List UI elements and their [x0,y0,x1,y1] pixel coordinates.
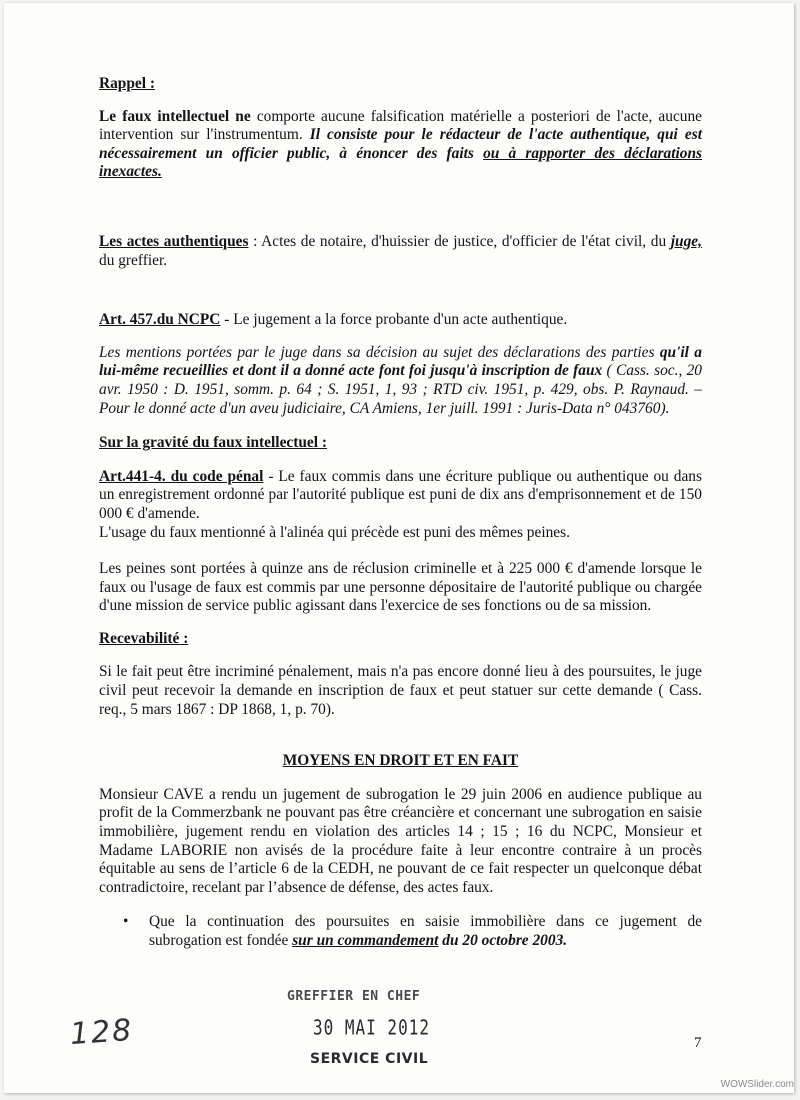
document-page [4,3,794,1093]
art457-italic-2: ( Cass. soc., 20 avr. 1950 : D. 1951, somm. p. 64 ; S. 1951, 1, 93 ; RTD civ. 1951, p. 429, obs. P. Raynaud. – Pour le donné acte d'un aveu judiciaire, CA Amiens, 1er juill. 1991 : Juris-Data n° 043760). [99,362,702,417]
handwritten-number: 128 [68,1012,135,1053]
list-item [99,913,702,950]
recevabilite-paragraph: Si le fait peut être incriminé pénalement, mais n'a pas encore donné lieu à des poursuites, le juge civil peut recevoir la demande en inscription de faux et peut statuer sur cette demande ( Cass. req., 5 mars 1867 : DP 1868, 1, p. 70). [99,663,702,718]
rappel-emphasis: Il consiste pour le rédacteur de l'acte authentique, qui est nécessairement un officier public, à énoncer des faits [99,126,702,162]
usage-paragraph: L'usage du faux mentionné à l'alinéa qui précède est puni des mêmes peines. [99,523,570,541]
moyens-title: MOYENS EN DROIT ET EN FAIT [282,752,519,770]
actes-text: : Actes de notaire, d'huissier de justice, d'officier de l'état civil, du [248,232,671,250]
stamp-date: 30 MAI 2012 [313,1015,430,1040]
stamp-greffier: GREFFIER EN CHEF [287,989,421,1004]
art441-paragraph [99,468,702,524]
actes-text-end: du greffier. [99,251,168,269]
art441-text: - Le faux commis dans une écriture publique ou authentique ou dans un enregistrement ordonné par l'autorité publique est puni de dix ans d'emprisonnement et de 150 000 € d'amende. [99,467,702,522]
page-number: 7 [694,1035,702,1051]
art457-italic-1: Les mentions portées par le juge dans sa décision au sujet des déclarations des parties [99,343,660,361]
bullet-text: Que la continuation des poursuites en saisie immobilière dans ce jugement de subrogation est fondée [149,913,702,949]
document-body [99,75,702,951]
rappel-bold-lead: Le faux intellectuel ne [99,107,251,125]
art457-text: - Le jugement a la force probante d'un acte authentique. [220,311,568,329]
rappel-paragraph [99,108,702,182]
gravite-heading: Sur la gravité du faux intellectuel : [99,434,327,452]
peines-paragraph: Les peines sont portées à quinze ans de réclusion criminelle et à 225 000 € d'amende lorsque le faux ou l'usage de faux est commis par une personne dépositaire de l'autorité publique ou chargée d'une mission de service public agissant dans l'exercice de ses fonctions ou de sa mission. [99,560,702,615]
actes-heading: Les actes authentiques [99,232,249,250]
art457-jurisprudence [99,344,702,418]
actes-juge: juge, [670,232,702,250]
art457-bold-italic: qu'il a lui-même recueillies et dont il a donné acte font foi jusqu'à inscription de faux [99,343,702,380]
bullet-underlined: sur un commandement [292,932,439,949]
moyens-paragraph: Monsieur CAVE a rendu un jugement de subrogation le 29 juin 2006 en audience publique au profit de la Commerzbank ne pouvant pas être créancière et concernant une subrogation en saisie immobilière, jugement rendu en violation des articles 14 ; 15 ; 16 du NCPC, Monsieur et Madame LABORIE non avisés de la procédure faite à leur encontre contraire à un procès équitable au sens de l’article 6 de la CEDH, ne pouvant de ce fait respecter un quelconque débat contradictoire, recelant par l’absence de défense, des actes faux. [99,785,702,896]
art441-heading: Art.441-4. du code pénal [99,467,264,485]
stamp-service: SERVICE CIVIL [310,1051,429,1067]
art457-paragraph [99,311,702,330]
recevabilite-heading: Recevabilité : [99,629,189,647]
bullet-date: du 20 octobre 2003. [438,932,568,949]
actes-paragraph [99,233,702,270]
moyens-bullet-list [99,913,702,950]
rappel-emphasis-underlined: ou à rapporter des déclarations inexactes. [99,144,702,181]
rappel-heading: Rappel : [99,75,156,92]
art457-heading: Art. 457.du NCPC [99,311,221,329]
watermark: WOWSlider.com [720,1079,794,1090]
bullet-icon: • [123,913,129,931]
rappel-text: comporte aucune falsification matérielle a posteriori de l'acte, aucune intervention sur l'instrumentum. [99,107,703,144]
